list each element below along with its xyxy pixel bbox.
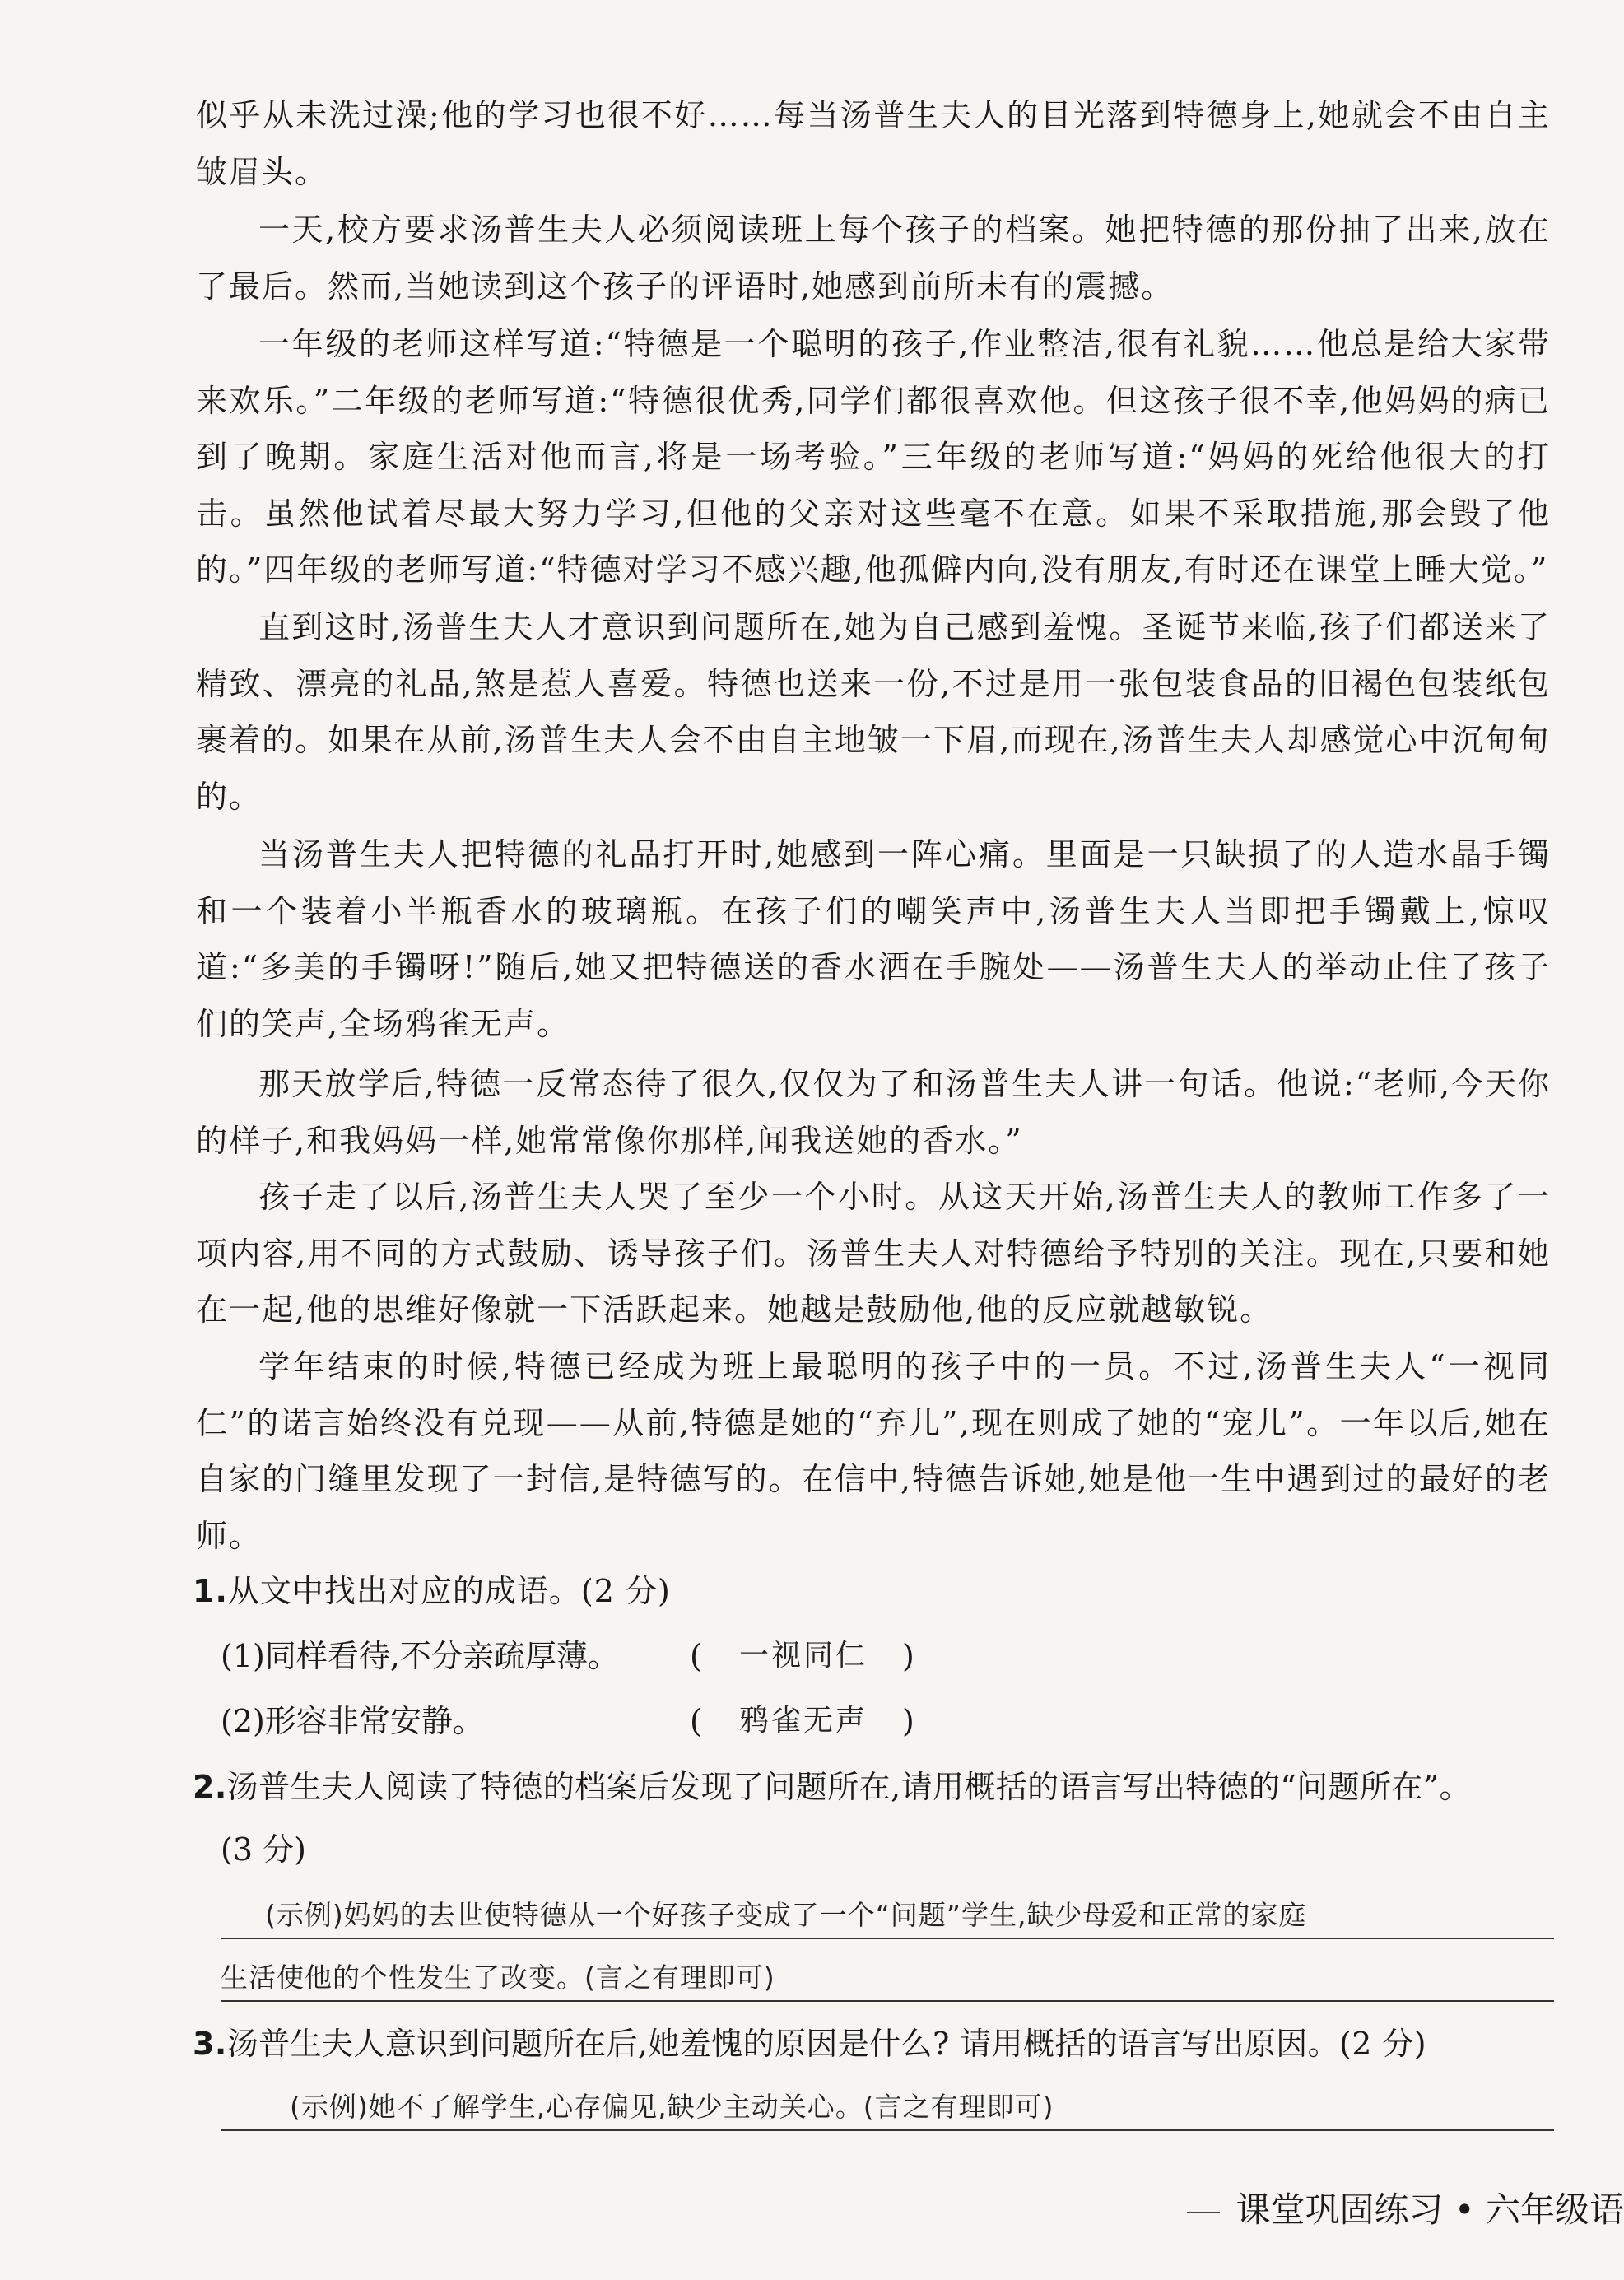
- question-1-2-prompt: (2)形容非常安静。: [221, 1703, 484, 1739]
- passage-paragraph-5: 那天放学后,特德一反常态待了很久,仅仅为了和汤普生夫人讲一句话。他说:“老师,今天你的样子,和我妈妈一样,她常常像你那样,闻我送她的香水。”: [196, 1066, 1551, 1159]
- question-2: [193, 1766, 1471, 1808]
- question-2-score: (3 分): [221, 1831, 306, 1868]
- answer-3[interactable]: (示例)她不了解学生,心存偏见,缺少主动关心。(言之有理即可): [290, 2091, 1054, 2123]
- passage-paragraph-7: 学年结束的时候,特德已经成为班上最聪明的孩子中的一员。不过,汤普生夫人“一视同仁”的诺言始终没有兑现——从前,特德是她的“弃儿”,现在则成了她的“宠儿”。一年以后,她在自家的门缝里发现了一封信,是特德写的。在信中,特德告诉她,她是他一生中遇到过的最好的老师。: [196, 1348, 1551, 1554]
- passage-paragraph-0: 似乎从未洗过澡;他的学习也很不好……每当汤普生夫人的目光落到特德身上,她就会不由自主皱眉头。: [196, 97, 1551, 190]
- answer-1-2[interactable]: 鸦雀无声: [739, 1704, 868, 1738]
- question-text: 汤普生夫人阅读了特德的档案后发现了问题所在,请用概括的语言写出特德的“问题所在”。: [226, 1769, 1472, 1805]
- answer-line: [221, 1938, 1554, 1939]
- answer-line: [221, 2000, 1554, 2002]
- passage-paragraph-3: 直到这时,汤普生夫人才意识到问题所在,她为自己感到羞愧。圣诞节来临,孩子们都送来了精致、漂亮的礼品,煞是惹人喜爱。特德也送来一份,不过是用一张包装食品的旧褐色包装纸包裹着的。如果在从前,汤普生夫人会不由自主地皱一下眉,而现在,汤普生夫人却感觉心中沉甸甸的。: [196, 609, 1551, 815]
- answer-paren-open: (: [690, 1638, 702, 1674]
- answer-2-line-1[interactable]: (示例)妈妈的去世使特德从一个好孩子变成了一个“问题”学生,缺少母爱和正常的家庭: [265, 1899, 1307, 1931]
- question-3: [193, 2023, 1426, 2064]
- question-text: 从文中找出对应的成语。(2 分): [227, 1573, 671, 1609]
- passage-paragraph-6: 孩子走了以后,汤普生夫人哭了至少一个小时。从这天开始,汤普生夫人的教师工作多了一项内容,用不同的方式鼓励、诱导孩子们。汤普生夫人对特德给予特别的关注。现在,只要和她在一起,他的思维好像就一下活跃起来。她越是鼓励他,他的反应就越敏锐。: [196, 1179, 1551, 1328]
- question-number: 3.: [193, 2026, 227, 2062]
- answer-1-1[interactable]: 一视同仁: [739, 1639, 868, 1673]
- question-number: 1.: [193, 1573, 228, 1609]
- question-1-1-prompt: (1)同样看待,不分亲疏厚薄。: [221, 1638, 619, 1674]
- question-number: 2.: [193, 1769, 227, 1805]
- answer-paren-close: ): [902, 1703, 914, 1739]
- answer-paren-open: (: [690, 1703, 702, 1739]
- passage-paragraph-2: 一年级的老师这样写道:“特德是一个聪明的孩子,作业整洁,很有礼貌……他总是给大家带来欢乐。”二年级的老师写道:“特德很优秀,同学们都很喜欢他。但这孩子很不幸,他妈妈的病已到了晚期。家庭生活对他而言,将是一场考验。”三年级的老师写道:“妈妈的死给他很大的打击。虽然他试着尽最大努力学习,但他的父亲对这些毫不在意。如果不采取措施,那会毁了他的。”四年级的老师写道:“特德对学习不感兴趣,他孤僻内向,没有朋友,有时还在课堂上睡大觉。”: [196, 326, 1551, 588]
- question-1: [193, 1570, 671, 1612]
- answer-2-line-2[interactable]: 生活使他的个性发生了改变。(言之有理即可): [221, 1961, 775, 1994]
- passage-paragraph-4: 当汤普生夫人把特德的礼品打开时,她感到一阵心痛。里面是一只缺损了的人造水晶手镯和一个装着小半瓶香水的玻璃瓶。在孩子们的嘲笑声中,汤普生夫人当即把手镯戴上,惊叹道:“多美的手镯呀!”随后,她又把特德送的香水洒在手腕处——汤普生夫人的举动止住了孩子们的笑声,全场鸦雀无声。: [196, 836, 1551, 1042]
- answer-paren-close: ): [902, 1638, 914, 1674]
- footer-dash: [1187, 2212, 1220, 2213]
- page-footer: [1187, 2185, 1624, 2235]
- passage-paragraph-1: 一天,校方要求汤普生夫人必须阅读班上每个孩子的档案。她把特德的那份抽了出来,放在了最后。然而,当她读到这个孩子的评语时,她感到前所未有的震撼。: [196, 212, 1551, 305]
- footer-label: 课堂巩固练习 • 六年级语: [1235, 2189, 1624, 2230]
- answer-line: [221, 2129, 1554, 2131]
- question-text: 汤普生夫人意识到问题所在后,她羞愧的原因是什么? 请用概括的语言写出原因。(2 分): [226, 2026, 1426, 2062]
